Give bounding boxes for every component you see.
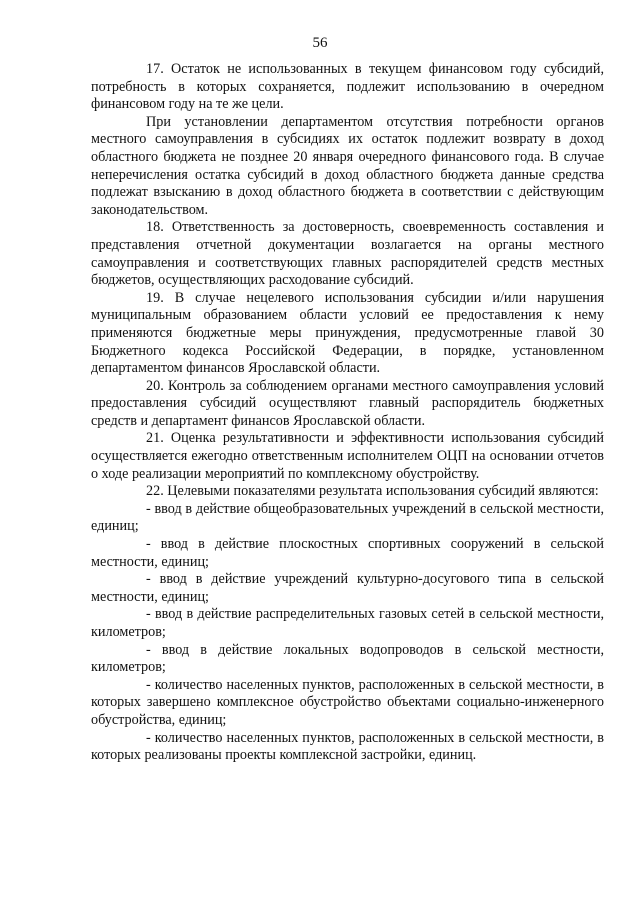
indicator-list-item: - ввод в действие учреждений культурно-досугового типа в сельской местности, единиц;	[91, 571, 604, 605]
indicator-list-item: - ввод в действие плоскостных спортивных сооружений в сельской местности, единиц;	[91, 536, 604, 570]
indicator-list-item: - количество населенных пунктов, расположенных в сельской местности, в которых реализованы проекты комплексной застройки, единиц.	[91, 729, 604, 764]
paragraph-19-misuse: 19. В случае нецелевого использования субсидии и/или нарушения муниципальным образованием области условий ее предоставления к нему применяются бюджетные меры принуждения, предусмотренные главой 30 Бюджетного кодекса Российской Федерации, в порядке, установленном департаментом финансов Ярославской области.	[91, 289, 604, 377]
paragraph-22-indicators: 22. Целевыми показателями результата использования субсидий являются:	[146, 483, 599, 500]
paragraph-17-remainder: 17. Остаток не использованных в текущем финансовом году субсидий, потребность в которых сохраняется, подлежит использованию в очередном финансовом году на те же цели.	[91, 61, 604, 113]
page-number: 56	[312, 35, 328, 51]
indicator-list-item: - ввод в действие общеобразовательных учреждений в сельской местности, единиц;	[91, 500, 604, 535]
paragraph-21-evaluation: 21. Оценка результативности и эффективности использования субсидий осуществляется ежегодно ответственным исполнителем ОЦП на основании отчетов о ходе реализации мероприятий по комплексному обустройству.	[91, 430, 604, 482]
paragraph-18-responsibility: 18. Ответственность за достоверность, своевременность составления и представления отчетной документации возлагается на органы местного самоуправления и соответствующих главных распорядителей средств местных бюджетов, осуществляющих расходование субсидий.	[91, 219, 604, 289]
indicator-list-item: - количество населенных пунктов, расположенных в сельской местности, в которых завершено комплексное обустройство объектами социально-инженерного обустройства, единиц;	[91, 676, 604, 728]
document-body	[91, 61, 604, 765]
indicator-list-item: - ввод в действие распределительных газовых сетей в сельской местности, километров;	[91, 606, 604, 640]
indicator-list-item: - ввод в действие локальных водопроводов в сельской местности, километров;	[91, 641, 604, 676]
paragraph-remainder-return: При установлении департаментом отсутствия потребности органов местного самоуправления в субсидиях их остаток подлежит возврату в доход областного бюджета не позднее 20 января очередного финансового года. В случае неперечисления остатка субсидий в доход областного бюджета данные средства подлежат взысканию в доход областного бюджета в соответствии с действующим законодательством.	[91, 113, 604, 218]
paragraph-20-control: 20. Контроль за соблюдением органами местного самоуправления условий предоставления субсидий осуществляют главный распорядитель бюджетных средств и департамент финансов Ярославской области.	[91, 377, 604, 429]
